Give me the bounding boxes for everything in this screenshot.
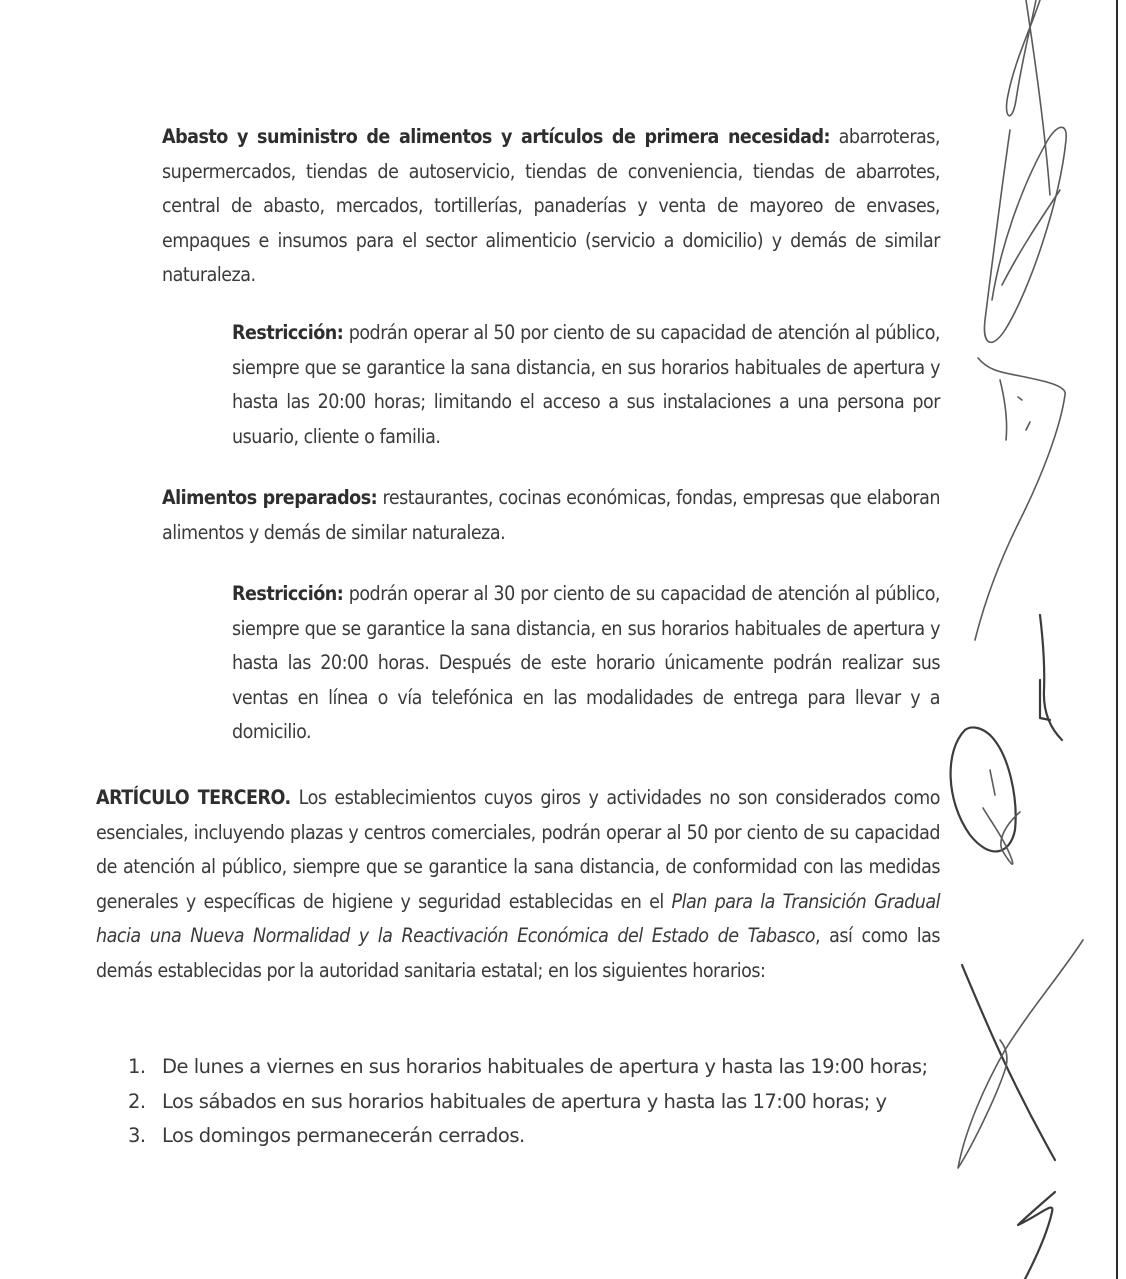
- plan-title: Plan para la Transición Gradual hacia una Nueva Normalidad y la Reactivación Económica del Estado de Tabasco: [96, 889, 941, 947]
- signature-stroke-9: [1040, 680, 1050, 720]
- schedule-item-number: 2.: [128, 1089, 146, 1113]
- signature-stroke-5: [975, 358, 1065, 640]
- signature-stroke-7: [1018, 397, 1030, 430]
- abasto-restriction-paragraph: [232, 316, 940, 454]
- alimentos-paragraph: [162, 481, 940, 550]
- signature-stroke-2: [1026, 0, 1050, 195]
- signature-stroke-12: [962, 965, 1055, 1160]
- alimentos-restriction-label: Restricción:: [232, 582, 344, 605]
- signature-stroke-3: [984, 127, 1066, 342]
- abasto-body: abarroteras, supermercados, tiendas de autoservicio, tiendas de conveniencia, tiendas de abarrotes, central de abasto, mercados, tortillerías, panaderías y venta de mayoreo de envases, empaques e insumos para el sector alimenticio (servicio a domicilio) y demás de similar naturaleza.: [162, 125, 940, 286]
- signature-stroke-8: [1040, 615, 1062, 740]
- abasto-restriction-label: Restricción:: [232, 321, 344, 344]
- signature-stroke-14: [1018, 1192, 1055, 1279]
- page-edge-border: [1116, 0, 1126, 1279]
- signature-stroke-10: [951, 727, 1016, 851]
- schedule-item-text: De lunes a viernes en sus horarios habituales de apertura y hasta las 19:00 horas;: [162, 1055, 928, 1078]
- articulo-tercero-paragraph: [96, 781, 940, 988]
- signature-stroke-6: [1000, 380, 1007, 440]
- alimentos-restriction-paragraph: [232, 577, 940, 750]
- abasto-restriction-text: podrán operar al 50 por ciento de su capacidad de atención al público, siempre que se garantice la sana distancia, en sus horarios habituales de apertura y hasta las 20:00 horas; limitando el acceso a sus instalaciones a una persona por usuario, cliente o familia.: [232, 321, 940, 448]
- schedule-item-text: Los sábados en sus horarios habituales de apertura y hasta las 17:00 horas; y: [162, 1089, 887, 1113]
- articulo-tercero-text: Los establecimientos cuyos giros y actividades no son considerados como esenciales, incluyendo plazas y centros comerciales, podrán operar al 50 por ciento de su capacidad de atención al público, siempre que se garantice la sana distancia, de conformidad con las medidas generales y específicas de higiene y seguridad establecidas en el: [96, 786, 941, 913]
- articulo-tercero-text-end: , así como las demás establecidas por la autoridad sanitaria estatal; en los siguientes horarios:: [96, 924, 940, 982]
- schedule-item: [96, 1085, 940, 1120]
- signature-stroke-13: [958, 940, 1083, 1168]
- abasto-paragraph: [162, 120, 940, 293]
- alimentos-heading: Alimentos preparados:: [162, 486, 378, 509]
- alimentos-restriction-text: podrán operar al 30 por ciento de su capacidad de atención al público, siempre que se garantice la sana distancia, en sus horarios habituales de apertura y hasta las 20:00 horas. Después de este horario únicamente podrán realizar sus ventas en línea o vía telefónica en las modalidades de entrega para llevar y a domicilio.: [232, 582, 940, 743]
- signature-stroke-11: [983, 770, 1020, 864]
- schedule-item-text: Los domingos permanecerán cerrados.: [162, 1124, 525, 1147]
- schedule-item-number: 1.: [128, 1055, 146, 1078]
- schedule-item: [96, 1050, 940, 1085]
- articulo-tercero-heading: ARTÍCULO TERCERO.: [96, 786, 291, 809]
- alimentos-body: restaurantes, cocinas económicas, fondas, empresas que elaboran alimentos y demás de similar naturaleza.: [162, 486, 940, 544]
- schedule-item: [96, 1119, 940, 1154]
- schedule-list: [96, 1050, 940, 1154]
- signature-stroke-1: [1007, 0, 1040, 116]
- abasto-heading: Abasto y suministro de alimentos y artículos de primera necesidad:: [162, 125, 831, 148]
- schedule-item-number: 3.: [128, 1124, 146, 1147]
- signature-stroke-4: [1002, 190, 1060, 285]
